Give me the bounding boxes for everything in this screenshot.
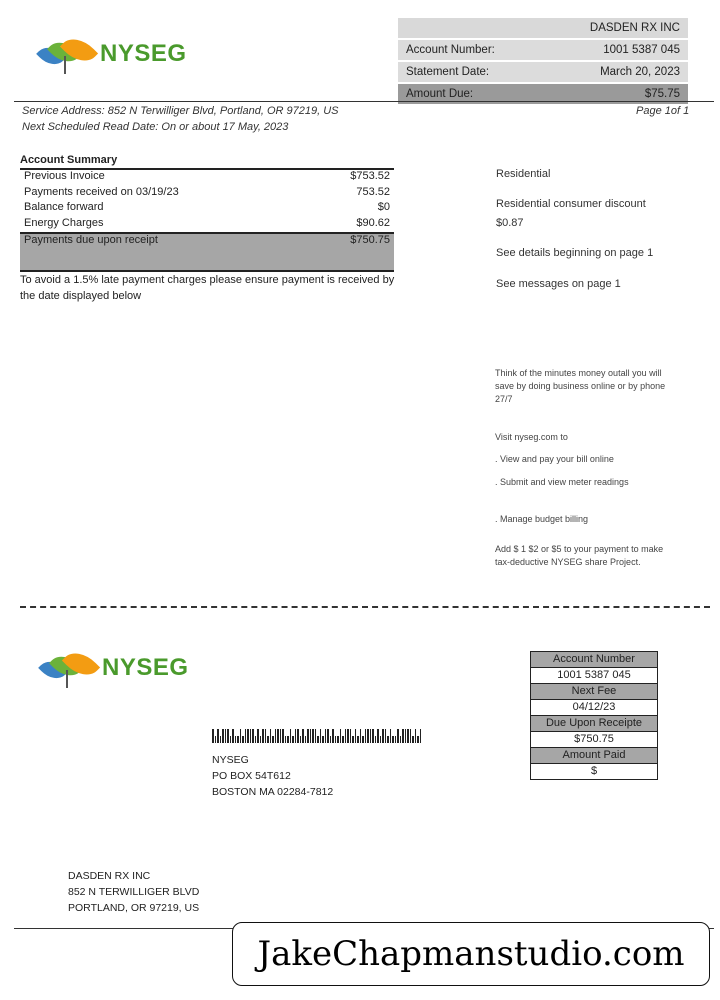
barcode-bar [357,736,359,743]
barcode-bar [302,729,304,743]
brand-name: NYSEG [102,654,189,681]
promo-text: Think of the minutes money outall you will save by doing business online or by phone 27/7 [495,368,666,404]
nyseg-logo-remit [42,646,189,690]
barcode-bar [260,736,262,743]
barcode-bar [370,729,372,743]
barcode-bar [325,729,327,743]
barcode-bar [410,729,412,743]
barcode-bar [225,729,227,743]
amount-paid-field[interactable]: $ [590,765,598,777]
remittance-box [530,651,658,780]
summary-line: Previous Invoice $753.52 [24,170,390,182]
tear-line [20,606,710,608]
barcode-bar [290,729,292,743]
barcode-bar [417,736,419,743]
barcode-bar [245,729,247,743]
barcode-bar [237,736,239,743]
barcode-bar [235,736,237,743]
barcode-bar [220,736,222,743]
account-number-label: Account Number: [406,44,495,56]
statement-date-label: Statement Date: [406,66,490,78]
barcode-bar [360,729,362,743]
barcode-bar [372,729,374,743]
barcode-bar [292,736,294,743]
barcode-bar [250,729,252,743]
barcode-bar [337,736,339,743]
barcode-bar [215,736,217,743]
barcode-bar [327,729,329,743]
barcode-bar [247,729,249,743]
discount-value: $0.87 [496,217,524,229]
remit-value: $750.75 [531,732,657,748]
barcode-bar [362,736,364,743]
remit-value: 1001 5387 045 [531,668,657,684]
remit-label: Account Number [531,652,657,668]
barcode-bar [282,729,284,743]
statement-date-value: March 20, 2023 [600,66,680,78]
next-read-date: Next Scheduled Read Date: On or about 17 May, 2023 [22,121,289,133]
barcode-bar [287,736,289,743]
barcode-bar [395,736,397,743]
barcode-bar [387,736,389,743]
leaf-icon [42,646,98,690]
nyseg-logo [40,32,187,76]
barcode-bar [295,729,297,743]
summary-line: Balance forward $0 [24,201,390,213]
statement-date-row [398,62,688,82]
barcode-bar [405,729,407,743]
barcode-bar [280,729,282,743]
postal-barcode [212,729,421,743]
summary-line: Energy Charges $90.62 [24,216,390,229]
account-number-row [398,40,688,60]
barcode-bar [270,729,272,743]
due-label: Payments due upon receipt [24,234,158,246]
barcode-bar [345,729,347,743]
account-header [398,18,688,106]
barcode-bar [382,729,384,743]
barcode-bar [255,736,257,743]
leaf-icon [40,32,96,76]
barcode-bar [310,729,312,743]
barcode-bar [365,729,367,743]
barcode-bar [222,729,224,743]
barcode-bar [347,729,349,743]
barcode-bar [400,736,402,743]
brand-name: NYSEG [100,40,187,67]
barcode-bar [265,729,267,743]
barcode-bar [252,729,254,743]
barcode-bar [385,729,387,743]
due-value: $750.75 [350,234,390,246]
barcode-bar [342,736,344,743]
barcode-bar [335,736,337,743]
barcode-bar [285,736,287,743]
barcode-bar [242,736,244,743]
barcode-bar [305,736,307,743]
barcode-bar [217,729,219,743]
barcode-bar [315,729,317,743]
barcode-bar [307,729,309,743]
discount-label: Residential consumer discount [496,198,646,210]
remit-label: Next Fee [531,684,657,700]
barcode-bar [350,729,352,743]
payee-address: NYSEG PO BOX 54T612 BOSTON MA 02284-7812 [212,754,334,798]
promo-bullet: . Manage budget billing [495,514,589,524]
account-summary [20,154,394,272]
residential-label: Residential [496,168,551,180]
summary-title: Account Summary [20,154,118,166]
promo-bullet: . Submit and view meter readings [495,477,629,487]
barcode-bar [402,729,404,743]
remit-label: Amount Paid [531,748,657,764]
customer-name: DASDEN RX INC [589,22,680,34]
barcode-bar [297,729,299,743]
barcode-bar [407,729,409,743]
account-number-value: 1001 5387 045 [603,44,680,56]
barcode-bar [212,729,214,743]
amount-due-value: $75.75 [644,88,680,100]
promo-bullet: . View and pay your bill online [495,454,614,464]
payment-due-row [20,232,394,272]
barcode-bar [367,729,369,743]
promo-visit: Visit nyseg.com to [495,432,568,442]
barcode-bar [332,729,334,743]
barcode-bar [340,729,342,743]
barcode-bar [300,736,302,743]
barcode-bar [390,729,392,743]
remit-label: Due Upon Receipte [531,716,657,732]
watermark: JakeChapmanstudio.com [232,922,710,986]
barcode-bar [272,736,274,743]
barcode-bar [227,729,229,743]
barcode-bar [380,736,382,743]
barcode-bar [330,736,332,743]
messages-note: See messages on page 1 [496,278,621,290]
barcode-bar [262,729,264,743]
customer-address: DASDEN RX INC 852 N TERWILLIGER BLVD PORTLAND, OR 97219, US [68,870,200,914]
barcode-bar [230,736,232,743]
barcode-bar [312,729,314,743]
barcode-bar [377,729,379,743]
details-note: See details beginning on page 1 [496,247,654,259]
barcode-bar [355,729,357,743]
summary-line: Payments received on 03/19/23 753.52 [24,185,390,198]
barcode-bar [320,729,322,743]
barcode-bar [420,729,422,743]
amount-due-label: Amount Due: [406,88,474,100]
promo-add: Add $ 1 $2 or $5 to your payment to make tax-deductive NYSEG share Project. [495,544,664,567]
barcode-bar [352,736,354,743]
divider [14,101,714,102]
service-address: Service Address: 852 N Terwilliger Blvd, Portland, OR 97219, US [22,105,339,117]
barcode-bar [412,736,414,743]
barcode-bar [275,729,277,743]
remit-value: 04/12/23 [531,700,657,716]
barcode-bar [397,729,399,743]
barcode-bar [317,736,319,743]
late-payment-note: To avoid a 1.5% late payment charges please ensure payment is received by the date displayed below [20,274,395,302]
barcode-bar [257,729,259,743]
barcode-bar [322,736,324,743]
barcode-bar [232,729,234,743]
barcode-bar [240,729,242,743]
barcode-bar [375,736,377,743]
barcode-bar [392,736,394,743]
barcode-bar [267,736,269,743]
page-number: Page 1of 1 [636,105,690,117]
barcode-bar [277,729,279,743]
barcode-bar [415,729,417,743]
